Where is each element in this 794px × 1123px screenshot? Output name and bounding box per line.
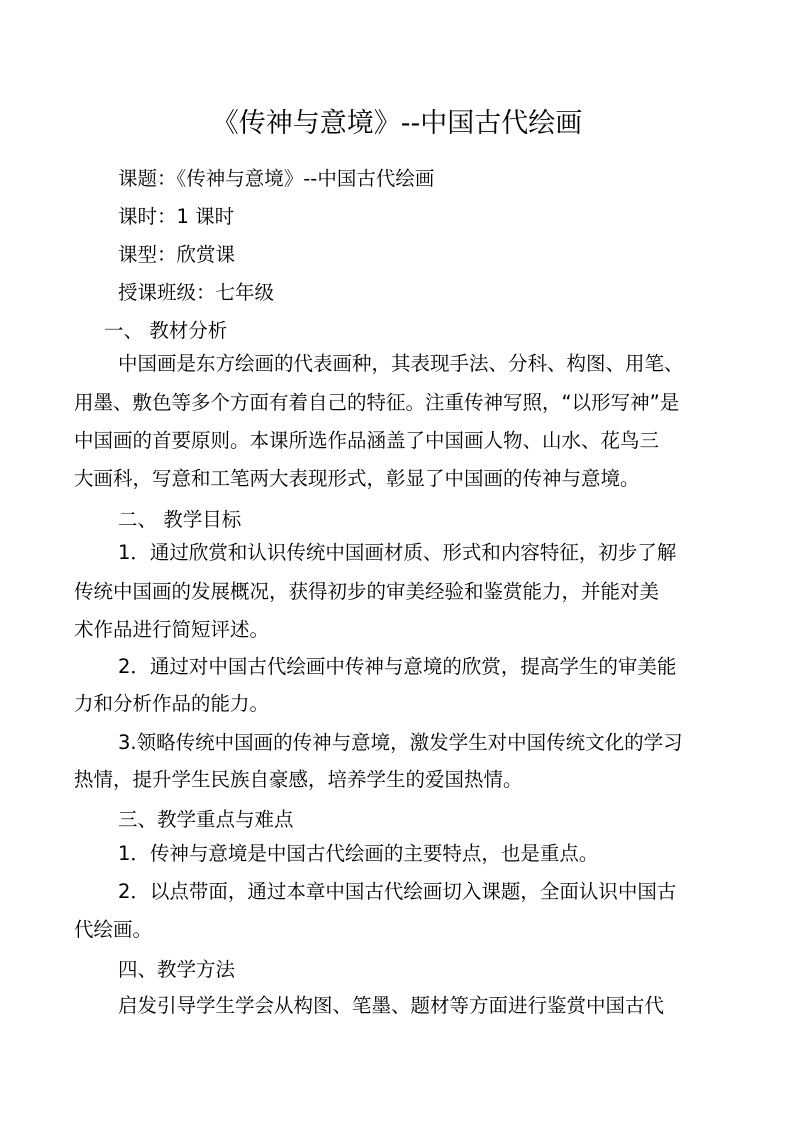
paragraph-line: 1．通过欣赏和认识传统中国画材质、形式和内容特征，初步了解 <box>118 541 677 564</box>
paragraph-line: 术作品进行简短评述。 <box>74 618 270 641</box>
meta-grade: 授课班级：七年级 <box>118 281 275 304</box>
paragraph-line: 3.领略传统中国画的传神与意境，激发学生对中国传统文化的学习 <box>118 731 683 754</box>
paragraph-line: 用墨、敷色等多个方面有着自己的特征。注重传神写照，“以形写神”是 <box>74 391 680 414</box>
paragraph-line: 大画科，写意和工笔两大表现形式，彰显了中国画的传神与意境。 <box>74 467 640 490</box>
section-heading-objectives: 二、 教学目标 <box>118 508 242 531</box>
meta-topic: 课题：《传神与意境》--中国古代绘画 <box>118 167 435 190</box>
section-heading-methods: 四、教学方法 <box>118 958 236 981</box>
paragraph-line: 启发引导学生学会从构图、笔墨、题材等方面进行鉴赏中国古代 <box>118 994 665 1017</box>
paragraph-line: 力和分析作品的能力。 <box>74 692 270 715</box>
meta-hours: 课时：1 课时 <box>118 205 235 228</box>
page-title: 《传神与意境》--中国古代绘画 <box>211 108 583 139</box>
section-heading-keypoints: 三、教学重点与难点 <box>118 808 294 831</box>
meta-type: 课型：欣赏课 <box>118 243 236 266</box>
paragraph-line: 2．通过对中国古代绘画中传神与意境的欣赏，提高学生的审美能 <box>118 655 677 678</box>
paragraph-line: 中国画是东方绘画的代表画种，其表现手法、分科、构图、用笔、 <box>118 352 684 375</box>
paragraph-line: 传统中国画的发展概况，获得初步的审美经验和鉴赏能力，并能对美 <box>74 580 660 603</box>
section-heading-materials: 一、 教材分析 <box>104 319 228 342</box>
paragraph-line: 1．传神与意境是中国古代绘画的主要特点，也是重点。 <box>118 842 599 865</box>
paragraph-line: 代绘画。 <box>74 918 153 941</box>
paragraph-line: 热情，提升学生民族自豪感，培养学生的爱国热情。 <box>74 768 523 791</box>
paragraph-line: 中国画的首要原则。本课所选作品涵盖了中国画人物、山水、花鸟三 <box>74 429 660 452</box>
paragraph-line: 2．以点带面，通过本章中国古代绘画切入课题，全面认识中国古 <box>118 880 677 903</box>
